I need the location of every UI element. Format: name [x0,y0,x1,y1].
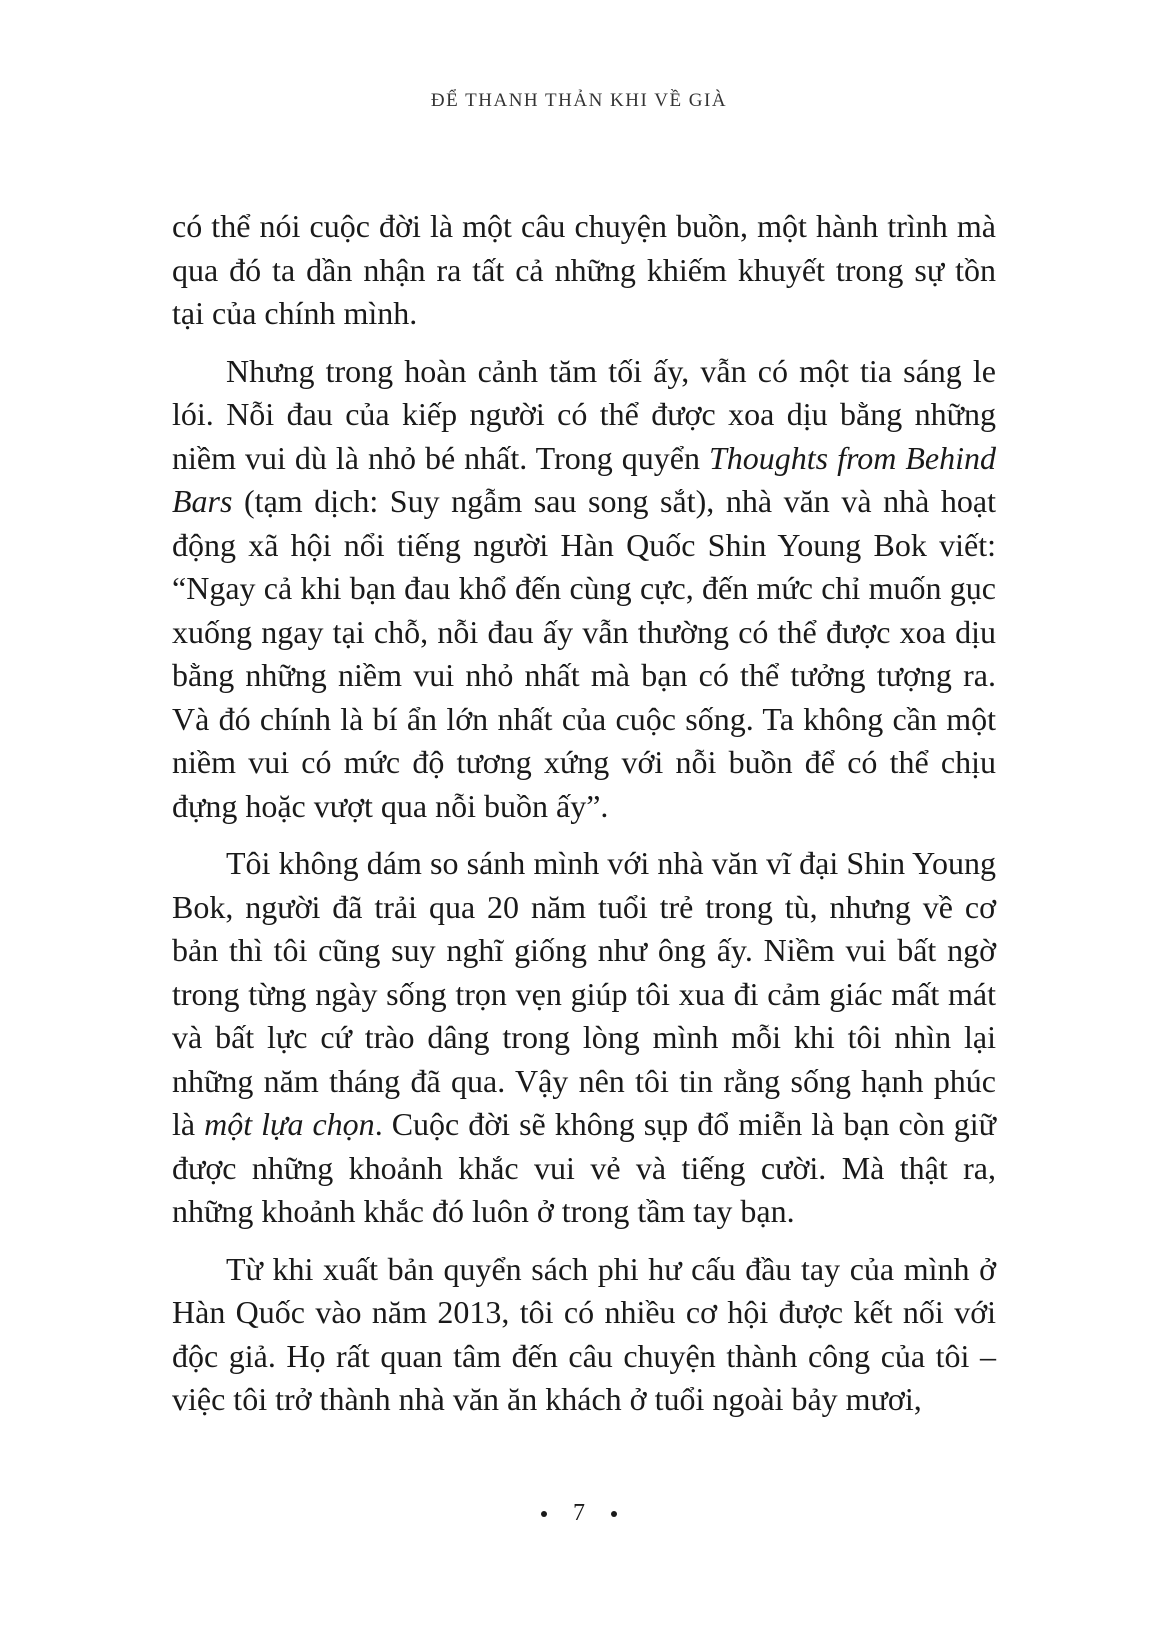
paragraph-text: Nhưng trong hoàn cảnh tăm tối ấy, vẫn có một tia sáng le lói. Nỗi đau của kiếp người có thể được xoa dịu bằng những niềm vui dù là nhỏ bé nhất. Trong quyển [172,352,996,476]
paragraph-2 [172,350,996,829]
page-footer [0,1500,1158,1527]
paragraph-3 [172,842,996,1234]
paragraph-text: Từ khi xuất bản quyển sách phi hư cấu đầu tay của mình ở Hàn Quốc vào năm 2013, tôi có nhiều cơ hội được kết nối với độc giả. Họ rất quan tâm đến câu chuyện thành công của tôi – việc tôi trở thành nhà văn ăn khách ở tuổi ngoài bảy mươi, [172,1250,996,1417]
page-body [172,205,996,1436]
paragraph-text: (tạm dịch: Suy ngẫm sau song sắt), nhà văn và nhà hoạt động xã hội nổi tiếng người Hàn Quốc Shin Young Bok viết: “Ngay cả khi bạn đau khổ đến cùng cực, đến mức chỉ muốn gục xuống ngay tại chỗ, nỗi đau ấy vẫn thường có thể được xoa dịu bằng những niềm vui nhỏ nhất mà bạn có thể tưởng tượng ra. Và đó chính là bí ẩn lớn nhất của cuộc sống. Ta không cần một niềm vui có mức độ tương xứng với nỗi buồn để có thể chịu đựng hoặc vượt qua nỗi buồn ấy”. [172,483,996,824]
emphasis-italic: một lựa chọn [204,1106,375,1142]
paragraph-text: có thể nói cuộc đời là một câu chuyện buồn, một hành trình mà qua đó ta dần nhận ra tất cả những khiếm khuyết trong sự tồn tại của chính mình. [172,208,996,331]
paragraph-text: Tôi không dám so sánh mình với nhà văn vĩ đại Shin Young Bok, người đã trải qua 20 năm tuổi trẻ trong tù, nhưng về cơ bản thì tôi cũng suy nghĩ giống như ông ấy. Niềm vui bất ngờ trong từng ngày sống trọn vẹn giúp tôi xua đi cảm giác mất mát và bất lực cứ trào dâng trong lòng mình mỗi khi tôi nhìn lại những năm tháng đã qua. Vậy nên tôi tin rằng sống hạnh phúc là [172,845,996,1142]
page-number: 7 [573,1500,585,1526]
running-header: ĐỂ THANH THẢN KHI VỀ GIÀ [430,90,728,111]
bullet-dot-icon [611,1511,617,1517]
book-title-italic: Thoughts from Behind Bars [172,439,997,519]
paragraph-4 [172,1248,996,1422]
paragraph-1 [172,205,996,336]
paragraph-text: . Cuộc đời sẽ không sụp đổ miễn là bạn còn giữ được những khoảnh khắc vui vẻ và tiếng cười. Mà thật ra, những khoảnh khắc đó luôn ở trong tầm tay bạn. [172,1106,997,1229]
bullet-dot-icon [541,1511,547,1517]
